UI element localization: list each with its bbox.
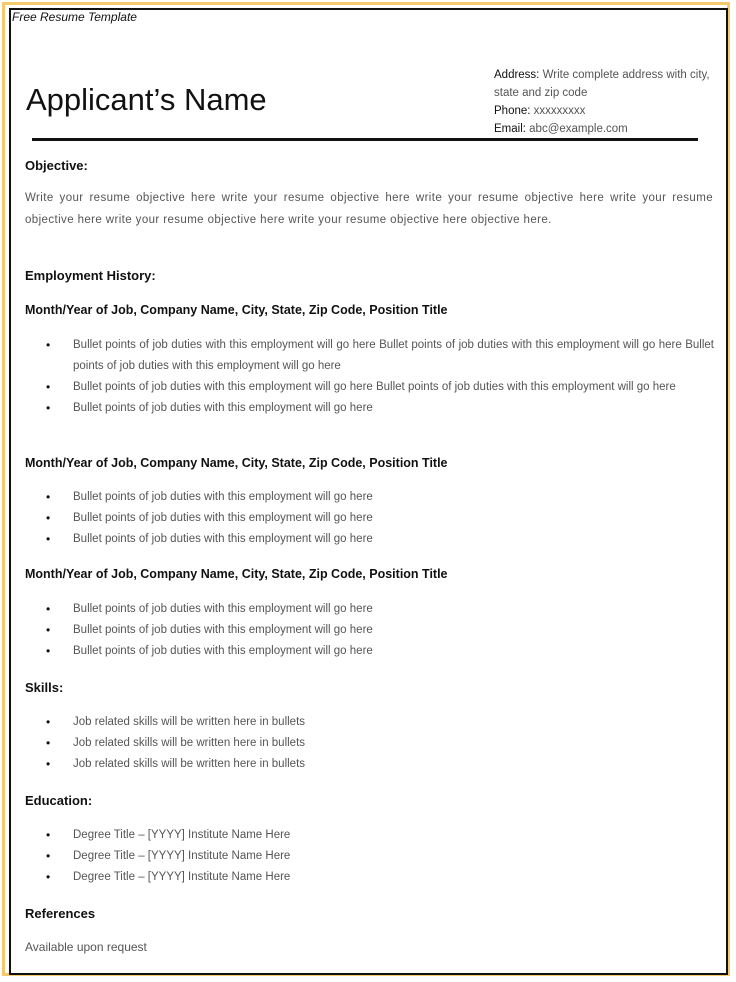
contact-block (494, 66, 716, 138)
education-text: Degree Title – [YYYY] Institute Name Here (73, 871, 291, 883)
bullet-icon: • (46, 644, 51, 658)
bullet-icon: • (46, 849, 51, 863)
address-label: Address: (494, 69, 540, 81)
skills-title: Skills: (25, 680, 64, 695)
job-duty-text: Bullet points of job duties with this employment will go here (73, 491, 373, 503)
bullet-icon: • (46, 828, 51, 842)
phone-label: Phone: (494, 105, 531, 117)
job-duty-text: Bullet points of job duties with this employment will go here Bullet points of job duties with this employment will go here Bullet points of job duties with this employment will go here (73, 339, 714, 372)
job-heading: Month/Year of Job, Company Name, City, State, Zip Code, Position Title (25, 303, 448, 317)
email-value: abc@example.com (529, 123, 628, 135)
list-item (46, 398, 714, 419)
bullet-icon: • (46, 380, 51, 394)
job-duty-text: Bullet points of job duties with this employment will go here Bullet points of job duties with this employment will go here (73, 381, 676, 393)
objective-text: Write your resume objective here write your resume objective here write your resume objective here write your resume objective here write your resume objective here write your resume objective here objective here. (25, 192, 713, 226)
list-item (46, 487, 714, 508)
email-line (494, 120, 716, 138)
list-item (46, 599, 714, 620)
bullet-icon: • (46, 736, 51, 750)
bullet-icon: • (46, 757, 51, 771)
employment-history-title: Employment History: (25, 268, 156, 283)
education-list (46, 825, 714, 888)
list-item (46, 712, 714, 733)
education-title: Education: (25, 793, 93, 808)
job-heading: Month/Year of Job, Company Name, City, State, Zip Code, Position Title (25, 456, 448, 470)
skill-text: Job related skills will be written here in bullets (73, 758, 306, 770)
education-text: Degree Title – [YYYY] Institute Name Here (73, 850, 291, 862)
list-item (46, 529, 714, 550)
list-item (46, 335, 714, 377)
skill-text: Job related skills will be written here in bullets (73, 716, 306, 728)
job-duty-text: Bullet points of job duties with this employment will go here (73, 512, 373, 524)
list-item (46, 620, 714, 641)
references-title: References (25, 906, 96, 921)
bullet-icon: • (46, 532, 51, 546)
phone-line (494, 102, 716, 120)
list-item (46, 846, 714, 867)
job-duty-text: Bullet points of job duties with this employment will go here (73, 533, 373, 545)
list-item (46, 754, 714, 775)
bullet-icon: • (46, 602, 51, 616)
bullet-icon: • (46, 511, 51, 525)
phone-value: xxxxxxxxx (533, 105, 586, 117)
bullet-icon: • (46, 490, 51, 504)
job-duties-list (46, 599, 714, 662)
address-line (494, 66, 716, 102)
list-item (46, 508, 714, 529)
objective-title: Objective: (25, 158, 88, 173)
template-label: Free Resume Template (12, 10, 137, 24)
list-item (46, 867, 714, 888)
job-duties-list (46, 487, 714, 550)
address-value: Write complete address with city, state and zip code (494, 69, 710, 99)
list-item (46, 733, 714, 754)
header-divider (32, 138, 698, 141)
bullet-icon: • (46, 870, 51, 884)
education-text: Degree Title – [YYYY] Institute Name Here (73, 829, 291, 841)
list-item (46, 377, 714, 398)
bullet-icon: • (46, 623, 51, 637)
list-item (46, 825, 714, 846)
references-text: Available upon request (25, 940, 147, 954)
skill-text: Job related skills will be written here in bullets (73, 737, 306, 749)
job-duty-text: Bullet points of job duties with this employment will go here (73, 645, 373, 657)
job-duties-list (46, 335, 714, 419)
skills-list (46, 712, 714, 775)
job-heading: Month/Year of Job, Company Name, City, State, Zip Code, Position Title (25, 567, 448, 581)
applicant-name: Applicant’s Name (26, 82, 267, 117)
job-duty-text: Bullet points of job duties with this employment will go here (73, 402, 373, 414)
bullet-icon: • (46, 401, 51, 415)
bullet-icon: • (46, 715, 51, 729)
bullet-icon: • (46, 338, 51, 352)
job-duty-text: Bullet points of job duties with this employment will go here (73, 603, 373, 615)
email-label: Email: (494, 123, 526, 135)
list-item (46, 641, 714, 662)
job-duty-text: Bullet points of job duties with this employment will go here (73, 624, 373, 636)
